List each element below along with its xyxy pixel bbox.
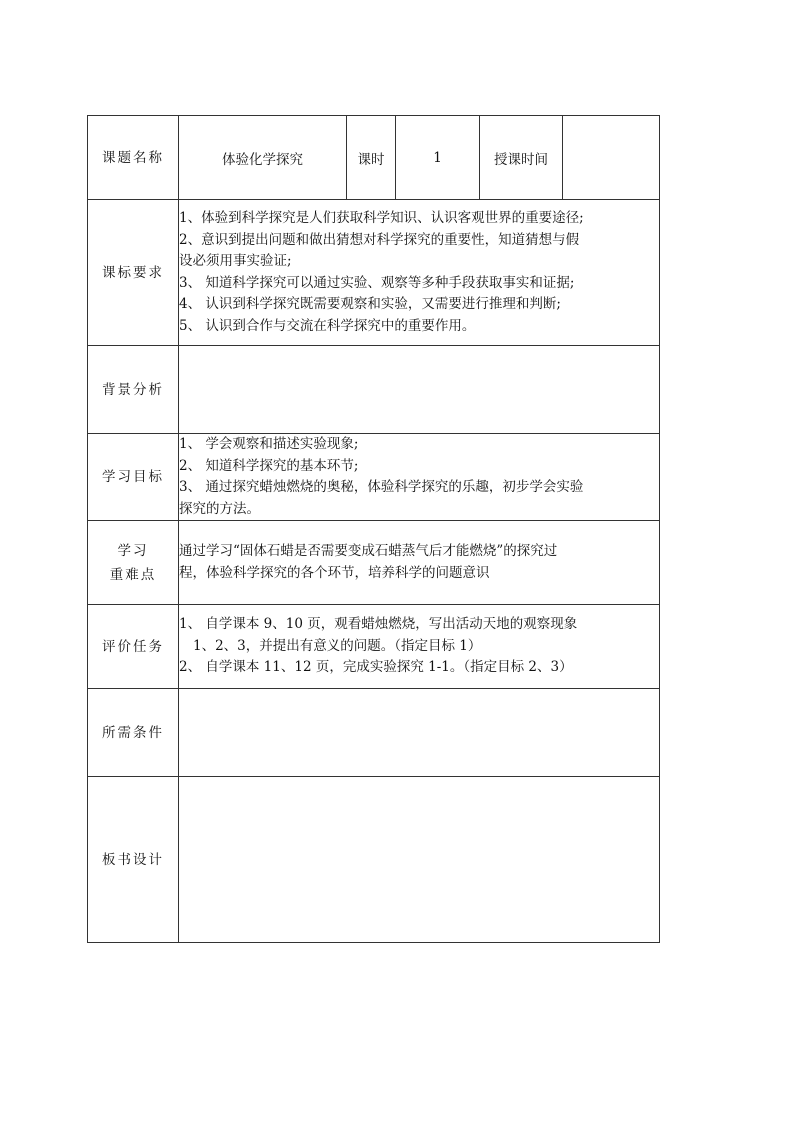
objectives-line: 2、 知道科学探究的基本环节; <box>179 457 359 474</box>
background-row <box>88 346 660 434</box>
key-points-content <box>179 521 660 605</box>
key-points-label-line2: 重难点 <box>109 566 157 583</box>
board-design-row <box>88 777 660 943</box>
evaluation-label: 评价任务 <box>88 605 179 689</box>
time-label: 授课时间 <box>480 116 563 200</box>
board-design-label: 板书设计 <box>88 777 179 943</box>
objectives-label: 学习目标 <box>88 434 179 521</box>
hours-label: 课时 <box>347 116 396 200</box>
evaluation-line: 1、2、3，并提出有意义的问题。（指定目标 1） <box>193 637 482 654</box>
topic-value: 体验化学探究 <box>179 116 347 200</box>
objectives-line: 1、 学会观察和描述实验现象; <box>179 436 359 452</box>
standards-line: 5、 认识到合作与交流在科学探究中的重要作用。 <box>179 317 476 334</box>
board-design-content <box>179 777 660 943</box>
standards-content <box>179 200 660 346</box>
evaluation-line: 1、 自学课本 9、10 页，观看蜡烛燃烧，写出活动天地的观察现象 <box>179 616 578 633</box>
header-row <box>88 116 660 200</box>
standards-line: 4、 认识到科学探究既需要观察和实验，又需要进行推理和判断; <box>179 296 561 312</box>
key-points-line: 程，体验科学探究的各个环节，培养科学的问题意识 <box>179 564 490 581</box>
topic-label: 课题名称 <box>88 116 179 200</box>
standards-row <box>88 200 660 346</box>
standards-line: 设必须用事实验证; <box>179 253 292 269</box>
lesson-plan-table <box>87 115 660 943</box>
hours-value: 1 <box>396 116 480 200</box>
key-points-label-line1: 学习 <box>117 542 149 559</box>
standards-line: 3、 知道科学探究可以通过实验、观察等多种手段获取事实和证据; <box>179 274 575 291</box>
standards-label: 课标要求 <box>88 200 179 346</box>
objectives-row <box>88 434 660 521</box>
objectives-line: 3、 通过探究蜡烛燃烧的奥秘，体验科学探究的乐趣，初步学会实验 <box>179 479 584 495</box>
evaluation-row <box>88 605 660 689</box>
standards-line: 1、体验到科学探究是人们获取科学知识、认识客观世界的重要途径; <box>179 210 584 226</box>
evaluation-line: 2、 自学课本 11、12 页，完成实验探究 1-1。（指定目标 2、3） <box>179 659 573 676</box>
key-points-row <box>88 521 660 605</box>
evaluation-content <box>179 605 660 689</box>
requirements-content <box>179 689 660 777</box>
key-points-line: 通过学习“固体石蜡是否需要变成石蜡蒸气后才能燃烧”的探究过 <box>179 543 558 559</box>
key-points-label <box>88 521 179 605</box>
standards-line: 2、意识到提出问题和做出猜想对科学探究的重要性，知道猜想与假 <box>179 231 580 248</box>
objectives-line: 探究的方法。 <box>179 500 260 517</box>
background-content <box>179 346 660 434</box>
requirements-row <box>88 689 660 777</box>
background-label: 背景分析 <box>88 346 179 434</box>
time-value <box>563 116 660 200</box>
requirements-label: 所需条件 <box>88 689 179 777</box>
objectives-content <box>179 434 660 521</box>
